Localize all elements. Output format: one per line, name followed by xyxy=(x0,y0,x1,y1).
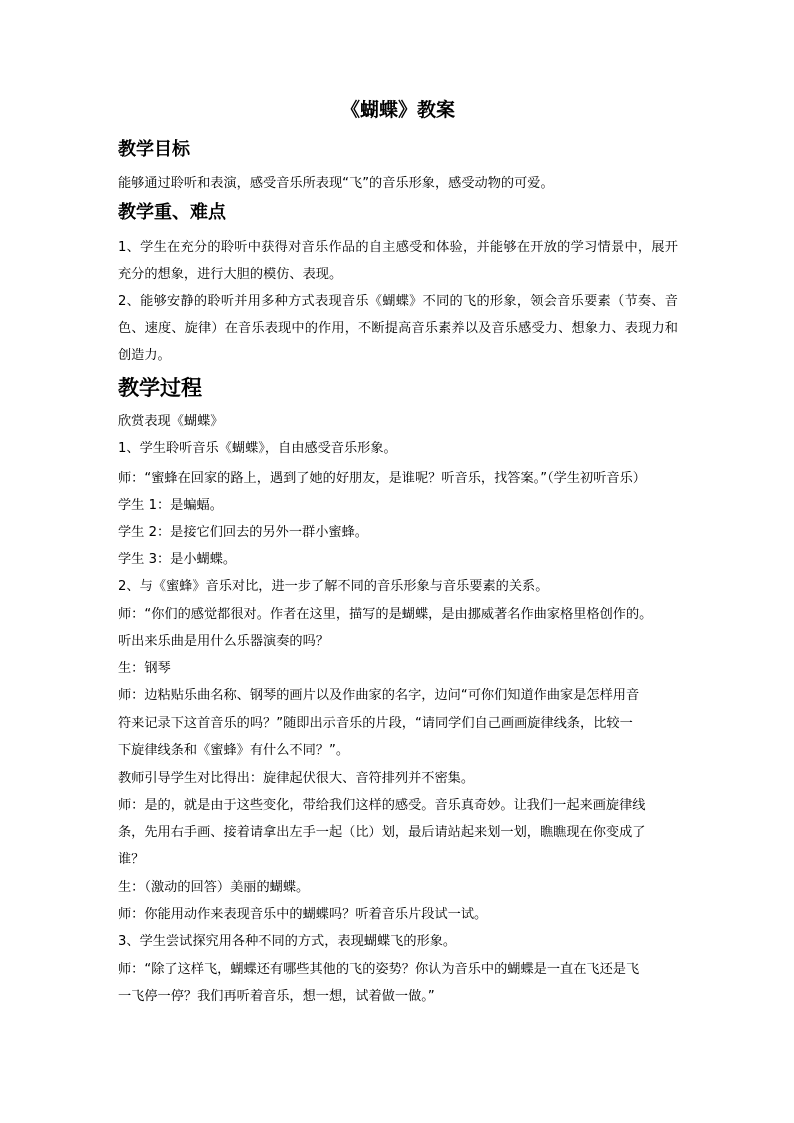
process-line: 学生 2：是接它们回去的另外一群小蜜蜂。 xyxy=(118,525,368,540)
key-point-2: 2、能够安静的聆听并用多种方式表现音乐《蝴蝶》不同的飞的形象，领会音乐要素（节奏、音色、速度、旋律）在音乐表现中的作用，不断提高音乐素养以及音乐感受力、想象力、表现力和创造力。 xyxy=(118,294,678,363)
heading-teaching-process: 教学过程 xyxy=(118,376,202,400)
process-line: 1、学生聆听音乐《蝴蝶》，自由感受音乐形象。 xyxy=(118,441,397,456)
heading-key-points: 教学重、难点 xyxy=(118,202,226,223)
process-line: 条，先用右手画、接着请拿出左手一起（比）划，最后请站起来划一划，瞧瞧现在你变成了 xyxy=(118,825,646,840)
process-line: 教师引导学生对比得出：旋律起伏很大、音符排列并不密集。 xyxy=(118,771,475,786)
process-line: 师：是的，就是由于这些变化，带给我们这样的感受。音乐真奇妙。让我们一起来画旋律线 xyxy=(118,798,646,813)
process-line: 听出来乐曲是用什么乐器演奏的吗？ xyxy=(118,634,329,649)
process-line: 谁？ xyxy=(118,852,145,867)
process-line: 3、学生尝试探究用各种不同的方式，表现蝴蝶飞的形象。 xyxy=(118,934,457,949)
process-line: 师：“蜜蜂在回家的路上，遇到了她的好朋友，是谁呢？听音乐，找答案。”（学生初听音乐） xyxy=(118,471,646,486)
process-line: 学生 3：是小蝴蝶。 xyxy=(118,552,237,567)
process-line: 欣赏表现《蝴蝶》 xyxy=(118,414,224,429)
process-line: 师：你能用动作来表现音乐中的蝴蝶吗？听着音乐片段试一试。 xyxy=(118,907,488,922)
process-line: 符来记录下这首音乐的吗？”随即出示音乐的片段，“请同学们自己画画旋律线条，比较一 xyxy=(118,716,633,731)
process-line: 2、与《蜜蜂》音乐对比，进一步了解不同的音乐形象与音乐要素的关系。 xyxy=(118,579,549,594)
goals-text: 能够通过聆听和表演，感受音乐所表现“飞”的音乐形象，感受动物的可爱。 xyxy=(118,176,554,191)
heading-teaching-goals: 教学目标 xyxy=(118,139,190,160)
document-title: 《蝴蝶》教案 xyxy=(340,99,455,121)
process-line: 师：边粘贴乐曲名称、钢琴的画片以及作曲家的名字，边问“可你们知道作曲家是怎样用音 xyxy=(118,688,640,703)
process-line: 生：（激动的回答）美丽的蝴蝶。 xyxy=(118,880,310,895)
process-line: 一飞停一停？我们再听着音乐，想一想，试着做一做。” xyxy=(118,989,435,1004)
key-point-1: 1、学生在充分的聆听中获得对音乐作品的自主感受和体验，并能够在开放的学习情景中，展开充分的想象，进行大胆的模仿、表现。 xyxy=(118,240,678,282)
process-line: 生：钢琴 xyxy=(118,661,171,676)
process-line: 学生 1：是蝙蝠。 xyxy=(118,498,223,513)
process-line: 师：“你们的感觉都很对。作者在这里，描写的是蝴蝶，是由挪威著名作曲家格里格创作的。 xyxy=(118,607,653,622)
process-line: 师：“除了这样飞，蝴蝶还有哪些其他的飞的姿势？你认为音乐中的蝴蝶是一直在飞还是飞 xyxy=(118,962,640,977)
process-line: 下旋律线条和《蜜蜂》有什么不同？”。 xyxy=(118,743,350,758)
